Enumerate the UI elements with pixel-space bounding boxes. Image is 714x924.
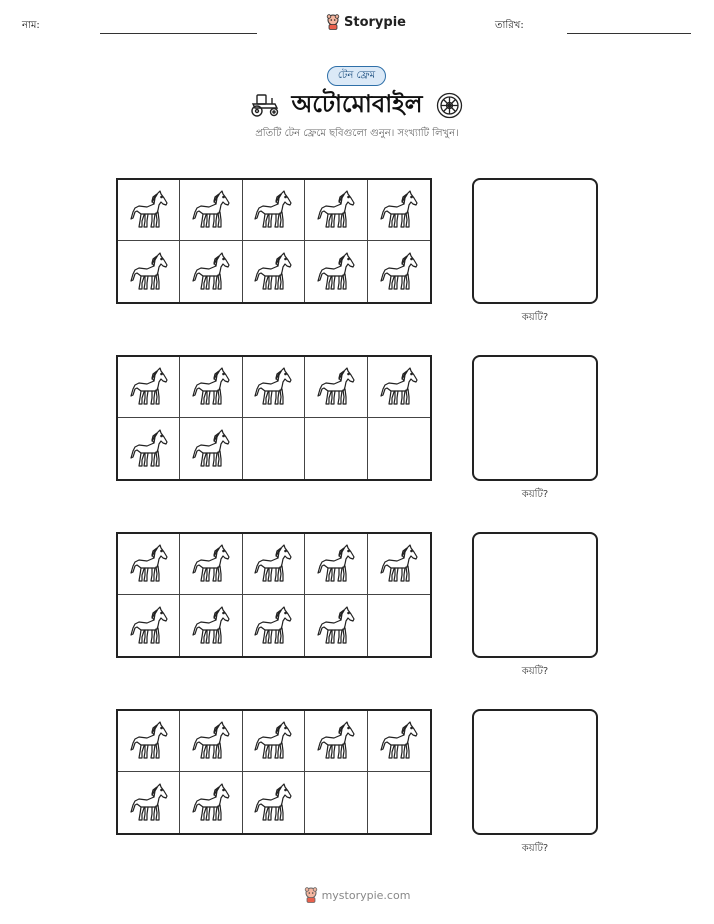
frame-cell — [180, 357, 242, 418]
answer-box-2[interactable] — [472, 355, 598, 481]
frame-cell — [118, 711, 180, 772]
footer-url[interactable]: mystorypie.com — [321, 888, 411, 902]
frame-cell — [243, 418, 305, 479]
instruction-text: প্রতিটি টেন ফ্রেমে ছবিগুলো গুনুন। সংখ্যাটি লিখুন। — [255, 128, 459, 139]
ten-frame-3 — [116, 532, 432, 658]
horse-icon — [314, 365, 358, 409]
name-line[interactable] — [100, 33, 257, 34]
horse-icon — [314, 250, 358, 294]
worksheet-title: অটোমোবাইল — [291, 90, 423, 118]
frame-cell — [180, 241, 242, 302]
storypie-mascot-icon — [326, 14, 340, 30]
brand-logo — [326, 14, 406, 30]
horse-icon — [189, 781, 233, 825]
horse-icon — [377, 250, 421, 294]
name-label: নাম: — [22, 20, 40, 31]
frame-cell — [368, 772, 430, 833]
footer — [0, 887, 714, 903]
horse-icon — [127, 542, 171, 586]
frame-cell — [305, 357, 367, 418]
frame-cell — [118, 595, 180, 656]
frame-cell — [180, 711, 242, 772]
how-many-label-3: কয়টি? — [521, 666, 549, 677]
horse-icon — [251, 542, 295, 586]
horse-icon — [251, 188, 295, 232]
how-many-label-4: কয়টি? — [521, 843, 549, 854]
frame-cell — [305, 711, 367, 772]
storypie-mascot-icon — [304, 887, 318, 903]
horse-icon — [189, 719, 233, 763]
horse-icon — [127, 604, 171, 648]
frame-cell — [368, 357, 430, 418]
horse-icon — [314, 719, 358, 763]
frame-cell — [118, 534, 180, 595]
horse-icon — [189, 542, 233, 586]
frame-cell — [118, 180, 180, 241]
horse-icon — [189, 427, 233, 471]
horse-icon — [251, 250, 295, 294]
answer-box-3[interactable] — [472, 532, 598, 658]
ten-frame-tag: টেন ফ্রেম — [327, 66, 386, 86]
wheel-icon — [436, 92, 463, 119]
horse-icon — [251, 365, 295, 409]
answer-box-4[interactable] — [472, 709, 598, 835]
ten-frame-2 — [116, 355, 432, 481]
frame-cell — [243, 772, 305, 833]
frame-cell — [118, 357, 180, 418]
horse-icon — [127, 427, 171, 471]
frame-cell — [118, 772, 180, 833]
frame-cell — [243, 241, 305, 302]
horse-icon — [314, 604, 358, 648]
frame-cell — [305, 595, 367, 656]
frame-cell — [118, 241, 180, 302]
tractor-icon — [248, 92, 282, 118]
ten-frame-4 — [116, 709, 432, 835]
horse-icon — [251, 781, 295, 825]
frame-cell — [243, 180, 305, 241]
horse-icon — [127, 188, 171, 232]
frame-cell — [180, 534, 242, 595]
horse-icon — [377, 365, 421, 409]
frame-cell — [180, 772, 242, 833]
date-line[interactable] — [567, 33, 691, 34]
frame-cell — [305, 418, 367, 479]
horse-icon — [377, 542, 421, 586]
horse-icon — [189, 604, 233, 648]
frame-cell — [243, 357, 305, 418]
horse-icon — [127, 719, 171, 763]
frame-cell — [305, 534, 367, 595]
frame-cell — [243, 595, 305, 656]
horse-icon — [127, 250, 171, 294]
frame-cell — [180, 418, 242, 479]
ten-frame-1 — [116, 178, 432, 304]
horse-icon — [377, 719, 421, 763]
horse-icon — [189, 188, 233, 232]
frame-cell — [368, 595, 430, 656]
frame-cell — [368, 711, 430, 772]
frame-cell — [118, 418, 180, 479]
frame-cell — [243, 534, 305, 595]
answer-box-1[interactable] — [472, 178, 598, 304]
horse-icon — [127, 365, 171, 409]
frame-cell — [305, 772, 367, 833]
frame-cell — [180, 180, 242, 241]
frame-cell — [305, 180, 367, 241]
horse-icon — [314, 188, 358, 232]
horse-icon — [251, 719, 295, 763]
horse-icon — [189, 250, 233, 294]
frame-cell — [368, 180, 430, 241]
frame-cell — [368, 534, 430, 595]
brand-name: Storypie — [344, 14, 406, 30]
date-label: তারিখ: — [495, 20, 524, 31]
frame-cell — [305, 241, 367, 302]
horse-icon — [314, 542, 358, 586]
frame-cell — [368, 418, 430, 479]
how-many-label-1: কয়টি? — [521, 312, 549, 323]
frame-cell — [180, 595, 242, 656]
horse-icon — [127, 781, 171, 825]
frame-cell — [243, 711, 305, 772]
frame-cell — [368, 241, 430, 302]
horse-icon — [377, 188, 421, 232]
horse-icon — [251, 604, 295, 648]
how-many-label-2: কয়টি? — [521, 489, 549, 500]
horse-icon — [189, 365, 233, 409]
